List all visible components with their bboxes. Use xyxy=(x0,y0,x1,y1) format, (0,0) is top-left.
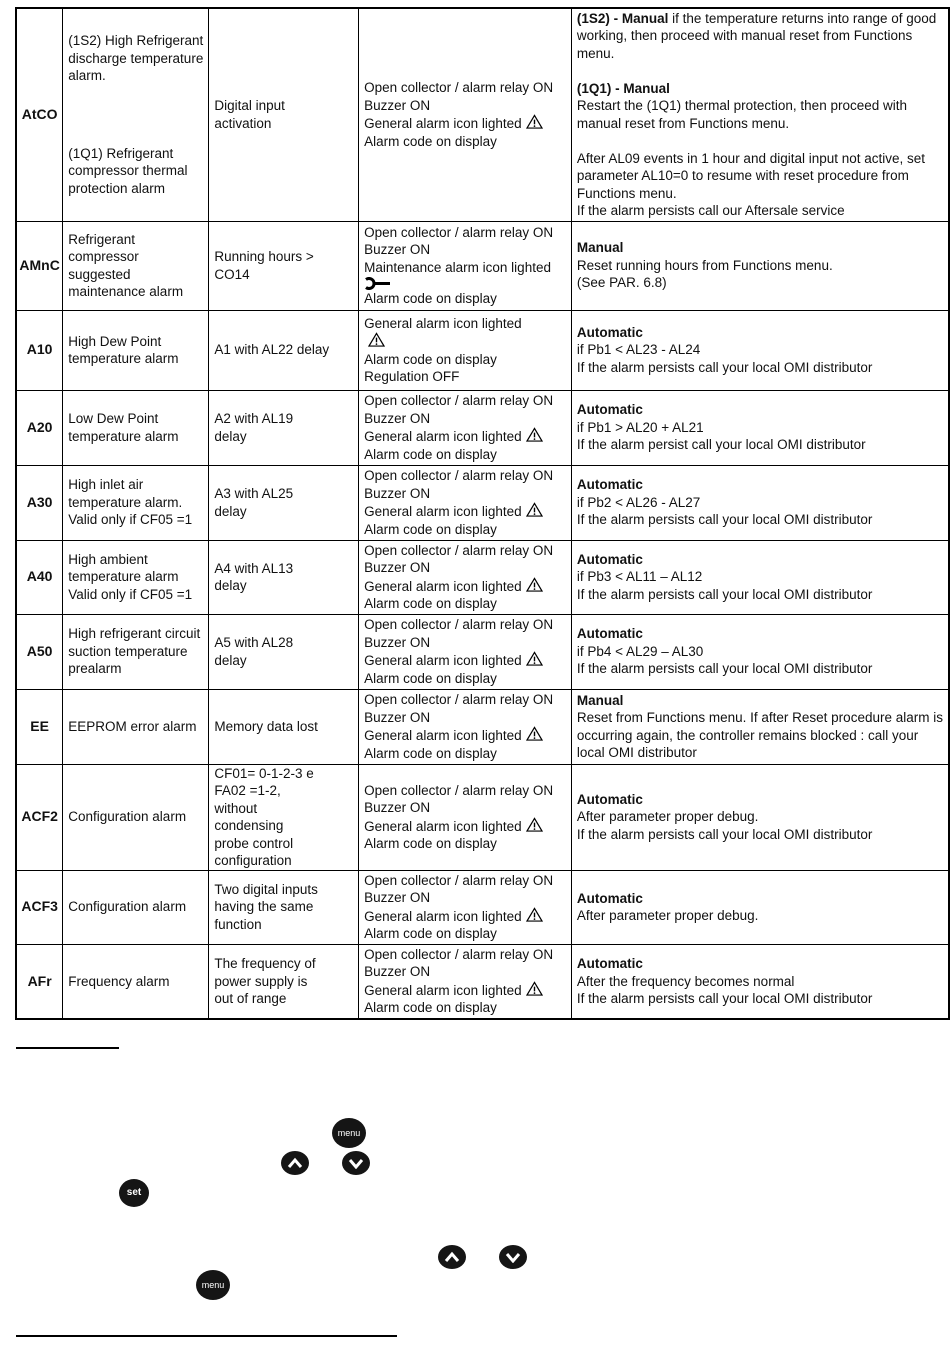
text-line: compressor xyxy=(68,249,139,264)
text-line: Maintenance alarm icon lighted xyxy=(364,259,551,275)
text-line: FA02 =1-2, xyxy=(214,783,281,798)
reset-heading: Automatic xyxy=(576,551,643,567)
alarm-code-text: A30 xyxy=(26,493,53,510)
text-line: alarm. xyxy=(68,68,106,84)
reset-heading-line xyxy=(577,324,943,342)
section-rule-short xyxy=(16,1047,119,1049)
reset-heading-line xyxy=(577,955,943,973)
text-line: delay xyxy=(214,578,247,593)
alarm-cause xyxy=(209,870,359,944)
text-line xyxy=(364,799,566,817)
text-line: temperature alarm. xyxy=(68,494,183,510)
text-line xyxy=(364,726,566,745)
table-row xyxy=(16,870,949,944)
alarm-reset xyxy=(571,310,949,390)
alarm-reset xyxy=(571,870,949,944)
alarm-code xyxy=(16,944,63,1019)
reset-heading: Manual xyxy=(576,240,624,256)
alarm-code xyxy=(16,465,63,540)
warning-triangle-icon xyxy=(526,907,543,922)
text-line xyxy=(364,782,566,800)
reset-heading: Automatic xyxy=(576,402,643,418)
text-line: If the alarm persists call your local OMI distributor xyxy=(576,826,873,842)
text-line xyxy=(364,79,566,97)
effect-text: Buzzer ON xyxy=(364,410,431,426)
effect-text: Buzzer ON xyxy=(364,964,431,980)
text-line: A1 with AL22 delay xyxy=(214,342,330,358)
effect-text: Alarm code on display xyxy=(364,836,497,851)
warning-triangle-icon xyxy=(368,332,385,347)
alarm-effects xyxy=(359,465,572,540)
text-line: Refrigerant xyxy=(68,231,136,247)
alarm-code xyxy=(16,689,63,764)
alarm-code xyxy=(16,390,63,465)
reset-heading-line xyxy=(577,791,943,809)
text-line: maintenance alarm xyxy=(68,284,184,299)
text-line xyxy=(364,709,566,727)
text-line: function xyxy=(214,916,262,932)
alarm-effects xyxy=(359,764,572,870)
text-line: (See PAR. 6.8) xyxy=(576,275,667,291)
text-line: Frequency alarm xyxy=(68,973,170,989)
text-line: EEPROM error alarm xyxy=(68,718,197,734)
alarm-code-text: AtCO xyxy=(21,106,58,122)
alarm-code-text: EE xyxy=(30,717,49,734)
alarm-cause xyxy=(209,8,359,221)
text-line: temperature alarm xyxy=(68,569,179,585)
down-arrow-icon[interactable] xyxy=(499,1245,527,1269)
text-line xyxy=(364,889,566,907)
text-line: After AL09 events in 1 hour and digital input not active, set xyxy=(576,150,926,166)
text-line: if Pb4 < AL29 – AL30 xyxy=(576,643,704,659)
up-arrow-icon[interactable] xyxy=(281,1151,309,1175)
text-line xyxy=(364,485,566,503)
alarm-description xyxy=(63,310,209,390)
effect-text: General alarm icon lighted xyxy=(364,818,522,834)
text-line: Two digital inputs xyxy=(214,881,318,897)
text-line: General alarm icon lighted xyxy=(364,315,522,331)
text-line: Functions menu. xyxy=(576,185,677,201)
set-button[interactable] xyxy=(119,1179,149,1207)
text-line: local OMI distributor xyxy=(576,745,697,760)
effect-text: Alarm code on display xyxy=(364,596,497,611)
text-line xyxy=(364,670,566,688)
text-line xyxy=(364,925,566,943)
effect-text: Open collector / alarm relay ON xyxy=(364,782,554,798)
effect-text: Buzzer ON xyxy=(364,560,431,575)
text-line xyxy=(364,691,566,709)
text-line: High inlet air xyxy=(68,477,144,493)
alarm-reset xyxy=(571,689,949,764)
effect-text: General alarm icon lighted xyxy=(364,982,522,998)
effect-text: Buzzer ON xyxy=(364,634,431,650)
up-arrow-icon[interactable] xyxy=(438,1245,466,1269)
text-line: condensing xyxy=(214,818,284,833)
menu-button[interactable] xyxy=(196,1270,230,1300)
text-line: After parameter proper debug. xyxy=(576,809,759,825)
text-line xyxy=(364,467,566,485)
text-line xyxy=(364,542,566,560)
table-row xyxy=(16,614,949,689)
table-row xyxy=(16,540,949,614)
alarm-code xyxy=(16,221,63,310)
alarm-effects xyxy=(359,944,572,1019)
text-line xyxy=(364,559,566,577)
alarm-effects xyxy=(359,540,572,614)
text-line: Reset running hours from Functions menu. xyxy=(576,257,833,273)
text-line: The frequency of xyxy=(214,956,316,971)
text-line: If the alarm persists call your local OMI distributor xyxy=(576,512,873,528)
text-line: manual reset from Functions menu. xyxy=(576,115,790,131)
alarm-description xyxy=(63,465,209,540)
text-line xyxy=(364,290,566,308)
effect-text: Open collector / alarm relay ON xyxy=(364,617,554,632)
text-line: If the alarm persists call your local OMI distributor xyxy=(576,359,873,375)
reset-heading: Automatic xyxy=(576,626,643,642)
alarm-reset xyxy=(571,390,949,465)
reset-heading: Automatic xyxy=(576,890,643,906)
table-row xyxy=(16,944,949,1019)
text-line: without xyxy=(214,800,258,816)
effect-text: Alarm code on display xyxy=(364,1000,497,1016)
effect-text: General alarm icon lighted xyxy=(364,908,522,924)
text-line: If the alarm persists call your local OMI distributor xyxy=(576,661,873,677)
text-line: suggested xyxy=(68,266,131,282)
alarm-effects xyxy=(359,870,572,944)
alarm-description xyxy=(63,764,209,870)
alarm-effects xyxy=(359,221,572,310)
text-line: Memory data lost xyxy=(214,718,318,734)
text-line: Restart the (1Q1) thermal protection, then proceed with xyxy=(576,98,907,114)
reset-heading: (1Q1) - Manual xyxy=(576,80,670,96)
effect-text: Buzzer ON xyxy=(364,890,431,905)
alarm-code-text: A40 xyxy=(26,568,53,585)
reset-heading-line xyxy=(577,239,943,257)
reset-heading-line xyxy=(577,890,943,908)
text-line: A4 with AL13 xyxy=(214,560,294,576)
table-row xyxy=(16,221,949,310)
alarm-reset xyxy=(571,540,949,614)
effect-text: Open collector / alarm relay ON xyxy=(364,393,554,408)
text-line: If the alarm persists call your local OMI distributor xyxy=(576,991,873,1006)
text-line: if Pb2 < AL26 - AL27 xyxy=(576,494,701,510)
reset-heading: Automatic xyxy=(576,791,643,807)
alarm-code-text: A10 xyxy=(26,341,53,358)
text-line: compressor thermal xyxy=(68,163,188,179)
text-line xyxy=(364,427,566,446)
effect-text: Alarm code on display xyxy=(364,446,497,462)
text-line: probe control xyxy=(214,835,294,851)
alarm-code-text: AFr xyxy=(27,972,52,989)
alarm-code xyxy=(16,764,63,870)
menu-button-label: menu xyxy=(201,1280,225,1290)
alarm-description xyxy=(63,614,209,689)
menu-button-label: menu xyxy=(337,1128,361,1138)
alarm-reset xyxy=(571,8,949,221)
effect-text: Regulation OFF xyxy=(364,369,460,384)
effect-text: Buzzer ON xyxy=(364,97,431,113)
text-line: High refrigerant circuit xyxy=(68,626,201,642)
text-line: suction temperature xyxy=(68,643,188,659)
text-line: High Dew Point xyxy=(68,333,162,349)
effect-text: Open collector / alarm relay ON xyxy=(364,872,554,888)
effect-text: Buzzer ON xyxy=(364,800,431,815)
text-line xyxy=(364,368,566,386)
effect-text: General alarm icon lighted xyxy=(364,578,522,594)
alarm-reset xyxy=(571,614,949,689)
alarm-code xyxy=(16,614,63,689)
text-line xyxy=(364,595,566,613)
text-line xyxy=(364,446,566,464)
alarm-effects xyxy=(359,8,572,221)
text-line: After parameter proper debug. xyxy=(576,908,759,923)
warning-triangle-icon xyxy=(526,427,543,442)
alarm-code-text: AMnC xyxy=(19,256,60,273)
alarm-description xyxy=(63,221,209,310)
text-line: temperature alarm xyxy=(68,351,179,366)
reset-heading-line xyxy=(577,692,943,710)
alarm-table-body xyxy=(16,8,949,1019)
reset-q1-heading-line xyxy=(577,80,943,98)
reset-heading: Manual xyxy=(576,692,624,708)
text-line: delay xyxy=(214,503,247,519)
alarm-description xyxy=(63,689,209,764)
text-line: High ambient xyxy=(68,551,148,567)
alarm-code-text: ACF3 xyxy=(21,898,58,915)
alarm-description xyxy=(63,944,209,1019)
text-line xyxy=(364,133,566,151)
alarm-reset xyxy=(571,221,949,310)
text-line: A3 with AL25 xyxy=(214,486,294,501)
alarm-description xyxy=(63,870,209,944)
text-line: if Pb1 > AL20 + AL21 xyxy=(576,419,704,435)
text-line: Low Dew Point xyxy=(68,411,159,426)
text-line xyxy=(364,963,566,981)
down-arrow-icon[interactable] xyxy=(342,1151,370,1175)
alarm-effects xyxy=(359,689,572,764)
text-line xyxy=(364,502,566,521)
text-line: CF01= 0-1-2-3 e xyxy=(214,765,314,781)
text-line: If the alarm persist call your local OMI distributor xyxy=(576,437,866,453)
text-line xyxy=(364,634,566,652)
alarm-cause xyxy=(209,221,359,310)
effect-text: Alarm code on display xyxy=(364,133,497,149)
table-row xyxy=(16,390,949,465)
effect-text: Buzzer ON xyxy=(364,709,431,725)
alarm-effects xyxy=(359,614,572,689)
set-button-label: set xyxy=(126,1187,142,1198)
text-line: if Pb1 < AL23 - AL24 xyxy=(576,342,701,358)
alarm-code-text: ACF2 xyxy=(21,808,58,825)
text-line xyxy=(364,616,566,634)
reset-heading: Automatic xyxy=(576,477,643,493)
text-line: Configuration alarm xyxy=(68,899,187,915)
text-line: If the alarm persists call your local OMI distributor xyxy=(576,586,873,602)
reset-heading-line xyxy=(577,401,943,419)
alarm-description xyxy=(63,8,209,221)
text-line xyxy=(364,577,566,596)
warning-triangle-icon xyxy=(526,577,543,592)
alarm-code xyxy=(16,8,63,221)
text-line: Valid only if CF05 =1 xyxy=(68,512,193,528)
alarm-code xyxy=(16,310,63,390)
effect-text: General alarm icon lighted xyxy=(364,653,522,668)
table-row xyxy=(16,8,949,221)
text-line xyxy=(364,651,566,670)
alarm-cause xyxy=(209,310,359,390)
text-line xyxy=(364,745,566,763)
text-line: delay xyxy=(214,428,247,444)
effect-text: General alarm icon lighted xyxy=(364,504,522,519)
effect-text: Alarm code on display xyxy=(364,291,497,306)
alarm-table xyxy=(15,7,950,1020)
text-line: if Pb3 < AL11 – AL12 xyxy=(576,569,703,585)
text-line xyxy=(364,224,566,242)
effect-text: Alarm code on display xyxy=(364,351,497,367)
alarm-reset xyxy=(571,764,949,870)
text-line xyxy=(364,872,566,890)
alarm-code xyxy=(16,540,63,614)
effect-text: Open collector / alarm relay ON xyxy=(364,946,554,962)
alarm-cause xyxy=(209,689,359,764)
reset-heading: Automatic xyxy=(576,956,643,971)
text-line xyxy=(364,114,566,133)
text-line xyxy=(364,946,566,964)
text-line: activation xyxy=(214,115,272,131)
text-line: (1Q1) Refrigerant xyxy=(68,145,174,161)
menu-button[interactable] xyxy=(332,1118,366,1148)
text-line: parameter AL10=0 to resume with reset procedure from xyxy=(576,168,909,184)
text-line: occurring again, the controller remains blocked : call your xyxy=(576,727,919,743)
text-line xyxy=(364,835,566,853)
warning-triangle-icon xyxy=(526,651,543,666)
effect-text: Open collector / alarm relay ON xyxy=(364,468,554,483)
effect-text: Open collector / alarm relay ON xyxy=(364,542,554,558)
alarm-effects xyxy=(359,310,572,390)
text-line: out of range xyxy=(214,991,287,1006)
alarm-description xyxy=(63,390,209,465)
section-rule-long xyxy=(16,1335,397,1337)
alarm-cause xyxy=(209,390,359,465)
text-line: temperature alarm xyxy=(68,428,179,444)
effect-text: General alarm icon lighted xyxy=(364,429,522,444)
text-line: discharge temperature xyxy=(68,50,204,66)
reset-heading-line xyxy=(577,625,943,643)
text-line xyxy=(364,97,566,115)
alarm-cause xyxy=(209,764,359,870)
text-line: If the alarm persists call our Aftersale service xyxy=(576,203,845,219)
text-line: prealarm xyxy=(68,661,122,677)
text-line: (1S2) High Refrigerant xyxy=(68,33,204,49)
reset-heading-line xyxy=(577,476,943,494)
text-line xyxy=(364,981,566,1000)
text-line: Reset from Functions menu. If after Reset procedure alarm is xyxy=(576,710,943,725)
alarm-code-text: A50 xyxy=(26,642,53,659)
alarm-cause xyxy=(209,465,359,540)
warning-triangle-icon xyxy=(526,817,543,832)
text-line xyxy=(364,521,566,539)
effect-text: Alarm code on display xyxy=(364,745,497,761)
alarm-code-text: A20 xyxy=(26,418,53,435)
text-line: delay xyxy=(214,652,247,668)
text-line: Configuration alarm xyxy=(68,809,187,825)
text-line xyxy=(364,241,566,259)
effect-text: Buzzer ON xyxy=(364,242,431,257)
effect-text: General alarm icon lighted xyxy=(364,728,522,743)
reset-heading: (1S2) - Manual xyxy=(576,10,669,26)
text-line xyxy=(364,817,566,836)
alarm-description xyxy=(63,540,209,614)
warning-line xyxy=(364,332,566,351)
text-line xyxy=(364,907,566,926)
warning-triangle-icon xyxy=(526,114,543,129)
text-line: having the same xyxy=(214,899,314,915)
reset-text: if the temperature returns into range of good working, then proceed with manual reset from Functions menu. xyxy=(576,10,937,61)
text-line: Running hours > xyxy=(214,249,314,264)
text-line: configuration xyxy=(214,853,292,868)
text-line xyxy=(364,999,566,1017)
text-line: A5 with AL28 xyxy=(214,635,294,650)
alarm-reset xyxy=(571,465,949,540)
text-line: CO14 xyxy=(214,266,250,282)
alarm-reset xyxy=(571,944,949,1019)
text-line: A2 with AL19 xyxy=(214,411,294,426)
text-line: Valid only if CF05 =1 xyxy=(68,586,193,602)
table-row xyxy=(16,465,949,540)
text-line: Digital input xyxy=(214,98,285,114)
table-row xyxy=(16,764,949,870)
warning-triangle-icon xyxy=(526,502,543,517)
effect-text: Alarm code on display xyxy=(364,521,497,537)
table-row xyxy=(16,310,949,390)
alarm-effects xyxy=(359,390,572,465)
effect-text: Open collector / alarm relay ON xyxy=(364,692,554,707)
text-line: power supply is xyxy=(214,973,308,989)
effect-text: Open collector / alarm relay ON xyxy=(364,80,554,96)
reset-s2 xyxy=(577,10,943,63)
reset-heading: Automatic xyxy=(576,324,643,340)
alarm-cause xyxy=(209,944,359,1019)
table-row xyxy=(16,689,949,764)
reset-heading-line xyxy=(577,551,943,569)
effect-text: Alarm code on display xyxy=(364,670,497,686)
warning-triangle-icon xyxy=(526,726,543,741)
text-line: protection alarm xyxy=(68,180,166,196)
effect-text: General alarm icon lighted xyxy=(364,116,522,132)
text-line: After the frequency becomes normal xyxy=(576,973,795,989)
alarm-cause xyxy=(209,540,359,614)
text-line xyxy=(364,410,566,428)
text-line xyxy=(364,351,566,369)
alarm-cause xyxy=(209,614,359,689)
warning-triangle-icon xyxy=(526,981,543,996)
wrench-icon xyxy=(364,277,392,290)
effect-text: Open collector / alarm relay ON xyxy=(364,224,554,240)
effect-text: Alarm code on display xyxy=(364,926,497,941)
text-line xyxy=(364,392,566,410)
effect-text: Buzzer ON xyxy=(364,485,431,501)
alarm-code xyxy=(16,870,63,944)
